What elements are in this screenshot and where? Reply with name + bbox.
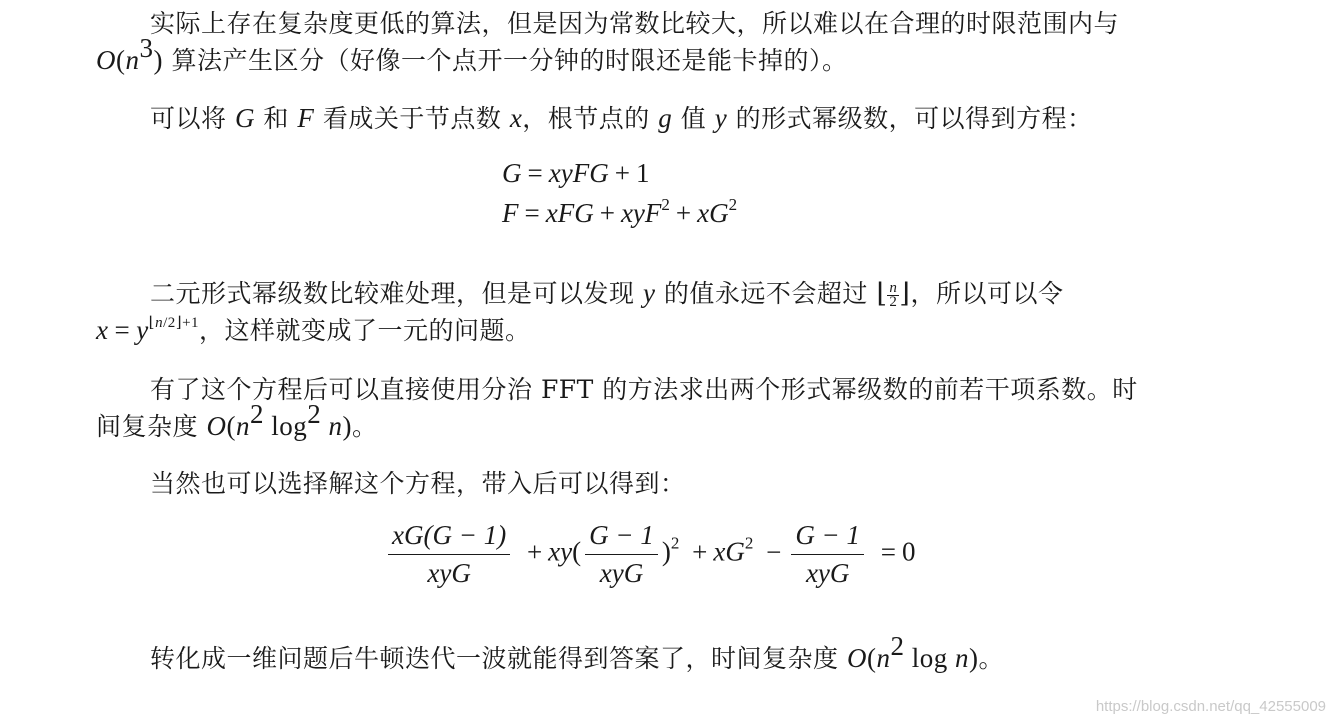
paragraph-1-tail: 算法产生区分（好像一个点开一分钟的时限还是能卡掉的）。 [171,46,848,75]
floor-n-over-2: ⌊ $\frac{n}{2}$ ⌋ [876,278,911,311]
equation-1: G = xyFG + 1 [502,158,650,188]
paragraph-3-line-1: 二元形式幂级数比较难处理，但是可以发现 y 的值永远不会超过 ⌊ $\frac{n}{2}$ ⌋，所以可以令 [150,278,1064,311]
fraction-1: $\frac{xG(G - 1)}{\text{xyG}}$ [388,520,510,589]
var-x: x [509,103,523,133]
paragraph-5: 当然也可以选择解这个方程，带入后可以得到： [150,469,686,498]
complexity-n2-log: O [846,643,867,673]
fraction-3: $\frac{G - 1}{\text{xyG}}$ [791,520,864,589]
source-watermark: https://blog.csdn.net/qq_42555009 [1095,698,1326,715]
paragraph-2: 可以将 G 和 F 看成关于节点数 x，根节点的 g 值 y 的形式幂级数，可以得到方程： [150,103,1093,133]
var-G: G [234,103,255,133]
var-y: y [714,103,728,133]
fraction-2: $\frac{G - 1}{\text{xyG}}$ [585,520,658,589]
paragraph-3-line-2: $x = y^{⌊n/2⌋+1}$，这样就变成了一元的问题。 [96,315,531,345]
paragraph-1-line-1 [150,8,1119,40]
complexity-n2-log2: O [206,411,227,441]
paragraph-1-line-2: $O(n^3)$ 算法产生区分（好像一个点开一分钟的时限还是能卡掉的）。 [96,33,848,75]
paragraph-6: 转化成一维问题后牛顿迭代一波就能得到答案了，时间复杂度 $O(n^2$ log n)。 [150,631,1004,673]
equation-2: F = xFG + $xyF^2 + xG^2$ [502,195,738,228]
paragraph-1-text: 实际上存在复杂度更低的算法，但是因为常数比较大，所以难以在合理的时限范围内与 [150,9,1120,38]
complexity-n-cubed: O [96,45,116,75]
solved-equation: $\frac{xG(G - 1)}{\text{xyG}}$ + xy( $\frac{G - 1}{\text{xyG}}$ )$^2 + xG^2$ − $\frac{G - 1}{\text{xyG}}$ = 0 [384,520,916,589]
paragraph-4-line-2: 间复杂度 $O(n^2$ $\log^2 n$)。 [96,399,378,441]
paragraph-4-line-1: 有了这个方程后可以直接使用分治 FFT 的方法求出两个形式幂级数的前若干项系数。时 [150,375,1138,404]
var-F: F [297,103,315,133]
var-g: g [658,103,673,133]
